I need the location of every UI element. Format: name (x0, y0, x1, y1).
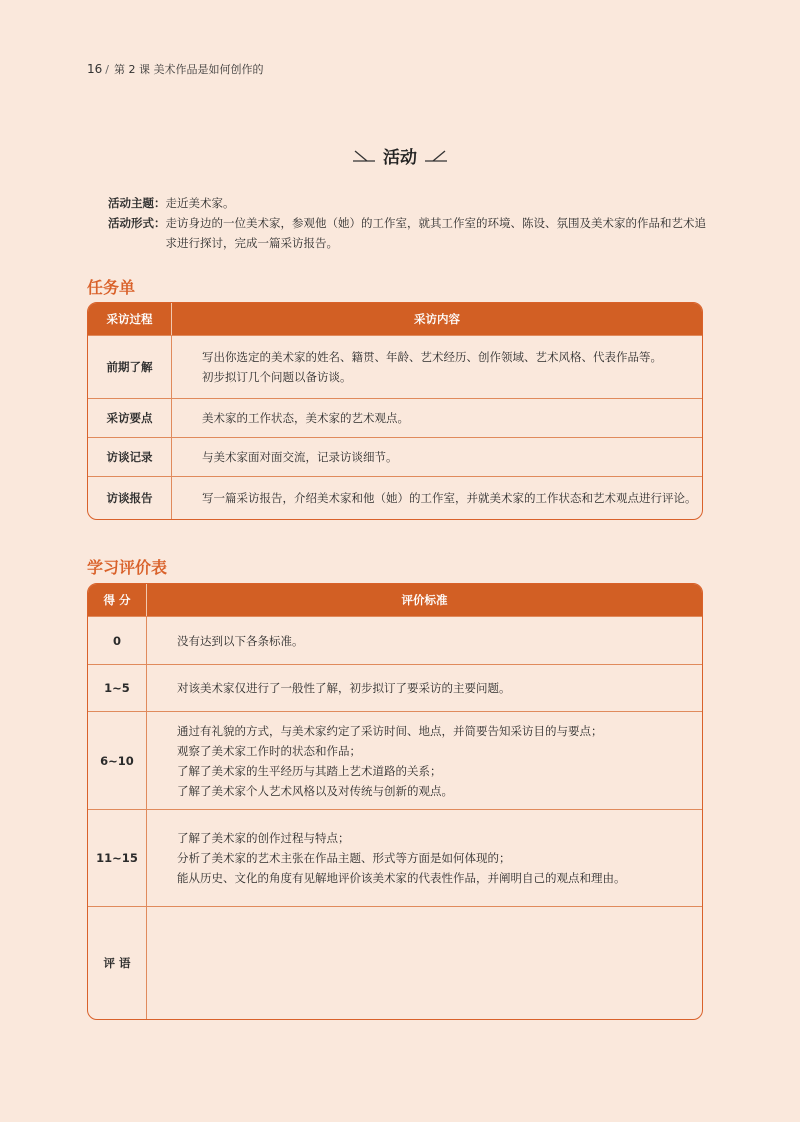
right-decoration-icon (425, 150, 447, 162)
page-number: 16 (87, 62, 103, 76)
table-row (88, 906, 702, 1019)
page-header (87, 61, 264, 77)
criteria-line: 分析了美术家的艺术主张在作品主题、形式等方面是如何体现的； (177, 851, 511, 865)
criteria-cell (147, 809, 702, 906)
stage-cell: 前期了解 (88, 335, 172, 398)
criteria-line: 了解了美术家的生平经历与其踏上艺术道路的关系； (177, 763, 442, 778)
table-row (88, 809, 702, 906)
content-cell (172, 476, 702, 519)
activity-intro (108, 193, 708, 253)
column-header: 采访过程 (88, 303, 172, 335)
form-line: 求进行探讨，完成一篇采访报告。 (165, 236, 338, 250)
criteria-line: 了解了美术家个人艺术风格以及对传统与创新的观点。 (177, 783, 453, 798)
content-line: 初步拟订几个问题以备访谈。 (202, 370, 352, 384)
criteria-line: 没有达到以下各条标准。 (177, 633, 304, 648)
activity-heading (0, 143, 800, 168)
table-header-row (88, 303, 702, 335)
activity-title: 活动 (383, 148, 417, 168)
criteria-line: 通过有礼貌的方式，与美术家约定了采访时间、地点，并简要告知采访目的与要点； (177, 723, 603, 738)
stage-cell: 访谈报告 (88, 476, 172, 519)
score-cell: 1~5 (88, 664, 147, 711)
form-line: 走访身边的一位美术家，参观他（她）的工作室，就其工作室的环境、陈设、氛围及美术家的作品和艺术追 (165, 216, 706, 230)
task-sheet-title: 任务单 (87, 278, 136, 297)
criteria-cell (147, 616, 702, 664)
content-line: 写一篇采访报告，介绍美术家和他（她）的工作室，并就美术家的工作状态和艺术观点进行评论。 (202, 491, 697, 505)
comment-cell (147, 906, 702, 1019)
criteria-line: 了解了美术家的创作过程与特点； (177, 831, 350, 845)
task-sheet-table (87, 302, 703, 520)
left-decoration-icon (353, 150, 375, 162)
table-row (88, 711, 702, 809)
criteria-cell (147, 664, 702, 711)
activity-theme-row (108, 193, 708, 213)
content-cell (172, 398, 702, 437)
criteria-line: 观察了美术家工作时的状态和作品； (177, 743, 361, 758)
stage-cell: 访谈记录 (88, 437, 172, 476)
content-line: 与美术家面对面交流，记录访谈细节。 (202, 450, 398, 464)
table-row (88, 437, 702, 476)
header-slash: / (105, 63, 109, 76)
column-header: 评价标准 (147, 584, 702, 616)
content-line: 写出你选定的美术家的姓名、籍贯、年龄、艺术经历、创作领域、艺术风格、代表作品等。 (202, 350, 662, 364)
content-line: 美术家的工作状态，美术家的艺术观点。 (202, 411, 409, 425)
criteria-line: 对该美术家仅进行了一般性了解，初步拟订了要采访的主要问题。 (177, 681, 511, 695)
column-header: 得 分 (88, 584, 147, 616)
content-cell (172, 437, 702, 476)
score-cell: 6~10 (88, 711, 147, 809)
table-row (88, 398, 702, 437)
table-row (88, 664, 702, 711)
evaluation-table (87, 583, 703, 1020)
criteria-cell (147, 711, 702, 809)
stage-cell: 采访要点 (88, 398, 172, 437)
score-cell: 0 (88, 616, 147, 664)
content-cell (172, 335, 702, 398)
criteria-line: 能从历史、文化的角度有见解地评价该美术家的代表性作品，并阐明自己的观点和理由。 (177, 871, 626, 885)
comment-label-cell: 评 语 (88, 906, 147, 1019)
column-header: 采访内容 (172, 303, 702, 335)
lesson-title: 第 2 课 美术作品是如何创作的 (114, 63, 264, 76)
table-row (88, 616, 702, 664)
theme-value: 走近美术家。 (165, 196, 235, 210)
form-label: 活动形式： (108, 216, 166, 230)
evaluation-title: 学习评价表 (87, 558, 168, 577)
table-header-row (88, 584, 702, 616)
score-cell: 11~15 (88, 809, 147, 906)
activity-form-row (108, 213, 708, 253)
table-row (88, 335, 702, 398)
table-row (88, 476, 702, 519)
form-value (166, 213, 709, 253)
theme-label: 活动主题： (108, 196, 166, 210)
